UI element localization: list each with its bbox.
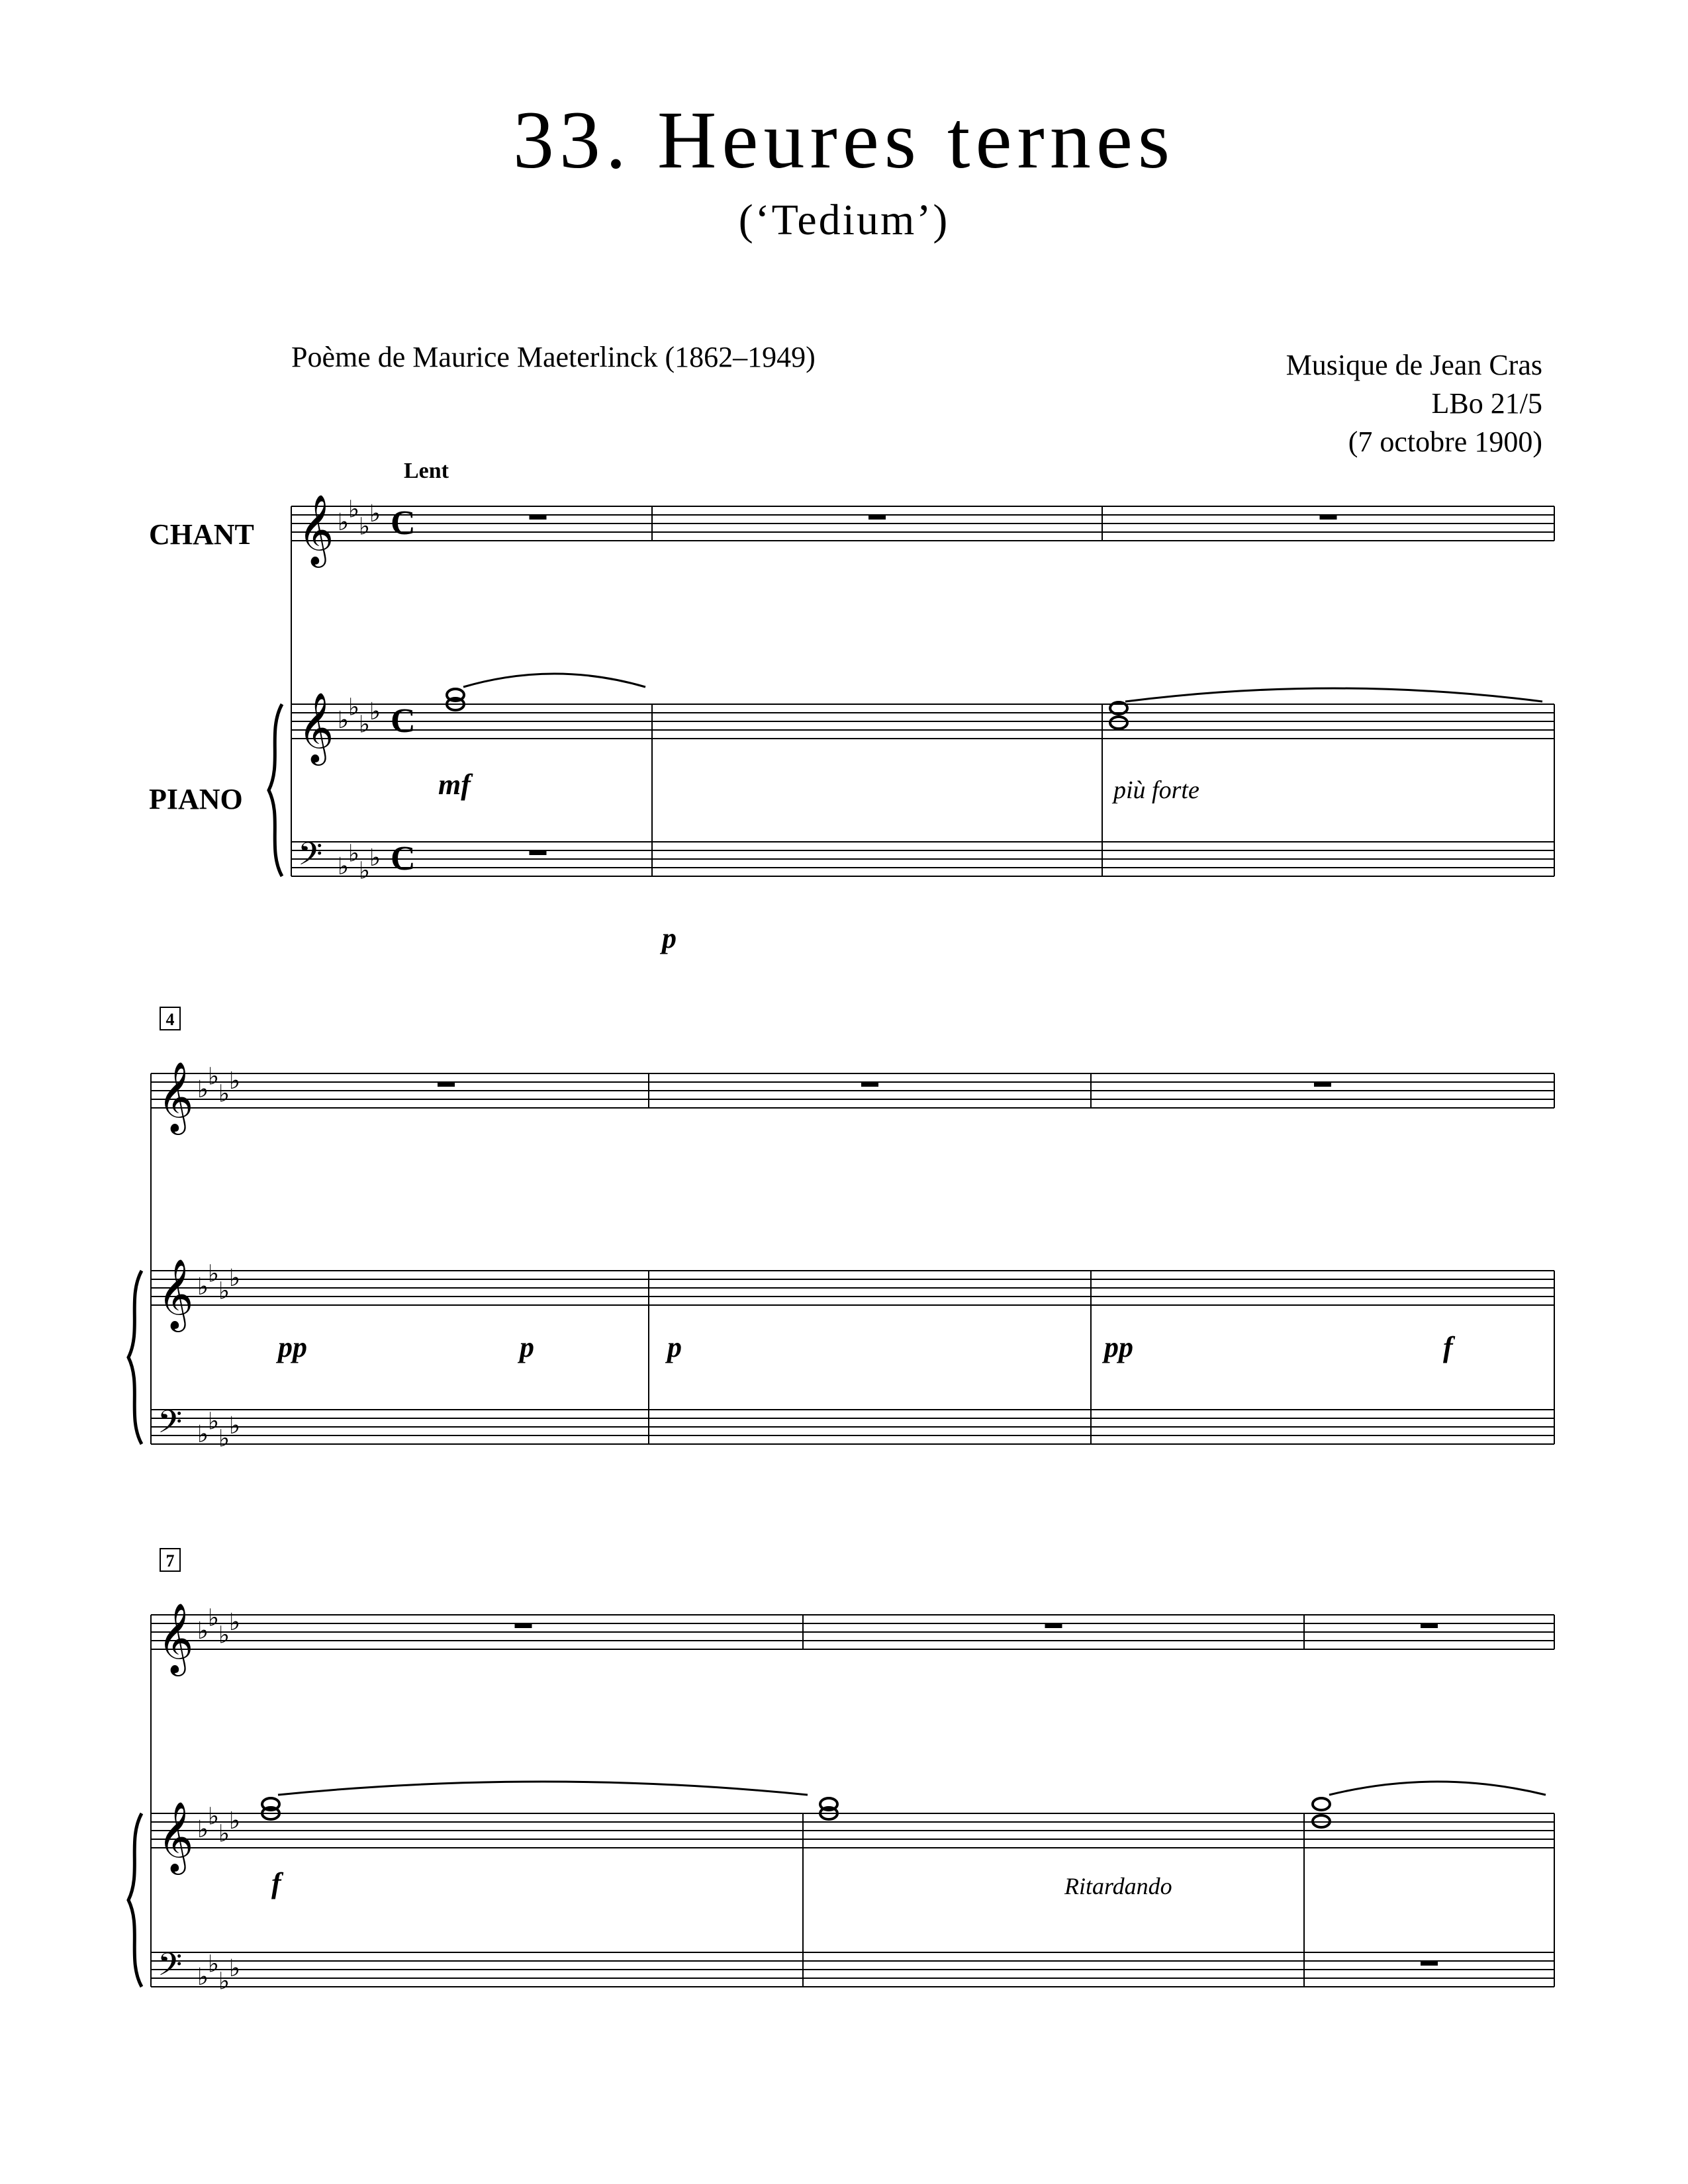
whole-rest-icon bbox=[438, 1082, 455, 1087]
tie-slur bbox=[1329, 1782, 1546, 1795]
flat-sign: ♭ bbox=[208, 1063, 219, 1090]
flat-sign: ♭ bbox=[348, 496, 359, 523]
flat-sign: ♭ bbox=[369, 500, 381, 527]
flat-sign: ♭ bbox=[208, 1260, 219, 1287]
tie-slur bbox=[278, 1782, 808, 1795]
bass-clef-icon: 𝄢 bbox=[298, 837, 323, 880]
tempo-marking: Lent bbox=[404, 459, 449, 483]
flat-sign: ♭ bbox=[208, 1803, 219, 1830]
whole-rest-icon bbox=[530, 515, 547, 520]
bass-clef-icon: 𝄢 bbox=[158, 1404, 183, 1447]
measure-number: 4 bbox=[165, 1010, 175, 1029]
flat-sign: ♭ bbox=[229, 1265, 240, 1291]
catalog-number: LBo 21/5 bbox=[1431, 387, 1542, 420]
flat-sign: ♭ bbox=[197, 1816, 209, 1843]
dynamic-mark: f bbox=[271, 1867, 281, 1899]
flat-sign: ♭ bbox=[208, 1950, 219, 1978]
flat-sign: ♭ bbox=[208, 1408, 219, 1435]
flat-sign: ♭ bbox=[359, 513, 370, 540]
flat-sign: ♭ bbox=[369, 698, 381, 725]
whole-rest-icon bbox=[530, 850, 547, 855]
composition-date: (7 octobre 1900) bbox=[1348, 426, 1542, 458]
score-labels bbox=[149, 459, 1456, 1899]
dynamic-mark: p bbox=[662, 922, 677, 954]
dynamic-mark: p bbox=[667, 1331, 682, 1363]
tie-slur bbox=[1125, 688, 1542, 702]
flat-sign: ♭ bbox=[197, 1964, 209, 1990]
voice-part-label: CHANT bbox=[149, 518, 254, 551]
flat-sign: ♭ bbox=[218, 1080, 230, 1107]
flat-sign: ♭ bbox=[229, 1412, 240, 1439]
whole-rest-icon bbox=[868, 515, 886, 520]
flat-sign: ♭ bbox=[369, 844, 381, 871]
whole-rest-icon bbox=[1045, 1623, 1062, 1628]
flat-sign: ♭ bbox=[208, 1604, 219, 1631]
time-signature: C bbox=[391, 840, 416, 878]
time-signature: C bbox=[391, 504, 416, 542]
measure-number: 7 bbox=[165, 1551, 175, 1570]
whole-note bbox=[1313, 1798, 1330, 1810]
flat-sign: ♭ bbox=[218, 1425, 230, 1452]
piano-part-label: PIANO bbox=[149, 783, 243, 815]
dynamic-mark: mf bbox=[438, 768, 471, 801]
treble-clef-icon: 𝄞 bbox=[298, 496, 334, 563]
flat-sign: ♭ bbox=[338, 853, 349, 880]
bass-clef-icon: 𝄢 bbox=[158, 1947, 183, 1990]
flat-sign: ♭ bbox=[348, 840, 359, 867]
flat-sign: ♭ bbox=[218, 1277, 230, 1304]
flat-sign: ♭ bbox=[197, 1421, 209, 1447]
score-systems bbox=[128, 495, 1554, 1995]
page-subtitle: (‘Tedium’) bbox=[738, 196, 950, 244]
poet-credit: Poème de Maurice Maeterlinck (1862–1949) bbox=[291, 341, 816, 373]
flat-sign: ♭ bbox=[338, 707, 349, 733]
dynamic-mark: più forte bbox=[1113, 776, 1199, 804]
flat-sign: ♭ bbox=[197, 1273, 209, 1300]
piano-brace bbox=[128, 1271, 142, 1444]
flat-sign: ♭ bbox=[197, 1617, 209, 1644]
whole-rest-icon bbox=[515, 1623, 532, 1628]
treble-clef-icon: 𝄞 bbox=[158, 1803, 194, 1870]
flat-sign: ♭ bbox=[359, 711, 370, 738]
treble-clef-icon: 𝄞 bbox=[158, 1063, 194, 1130]
treble-clef-icon: 𝄞 bbox=[158, 1260, 194, 1328]
tie-slur bbox=[463, 674, 645, 687]
flat-sign: ♭ bbox=[229, 1609, 240, 1635]
whole-note bbox=[1110, 717, 1127, 729]
dynamic-mark: pp bbox=[278, 1331, 307, 1363]
piano-brace bbox=[128, 1813, 142, 1987]
flat-sign: ♭ bbox=[197, 1076, 209, 1103]
tempo-change-marking: Ritardando bbox=[1064, 1873, 1172, 1899]
flat-sign: ♭ bbox=[359, 857, 370, 884]
whole-rest-icon bbox=[861, 1082, 878, 1087]
flat-sign: ♭ bbox=[229, 1807, 240, 1834]
treble-clef-icon: 𝄞 bbox=[158, 1604, 194, 1672]
flat-sign: ♭ bbox=[218, 1820, 230, 1847]
whole-rest-icon bbox=[1421, 1961, 1438, 1966]
piano-brace bbox=[269, 704, 282, 876]
dynamic-mark: pp bbox=[1104, 1331, 1133, 1363]
whole-rest-icon bbox=[1320, 515, 1337, 520]
composer-credit: Musique de Jean Cras bbox=[1286, 349, 1542, 381]
dynamic-mark: f bbox=[1443, 1331, 1453, 1363]
whole-rest-icon bbox=[1314, 1082, 1331, 1087]
flat-sign: ♭ bbox=[218, 1621, 230, 1649]
flat-sign: ♭ bbox=[348, 694, 359, 721]
flat-sign: ♭ bbox=[229, 1955, 240, 1981]
flat-sign: ♭ bbox=[218, 1968, 230, 1995]
page-title: 33. Heures ternes bbox=[512, 95, 1176, 185]
flat-sign: ♭ bbox=[338, 509, 349, 535]
time-signature: C bbox=[391, 702, 416, 740]
flat-sign: ♭ bbox=[229, 1068, 240, 1094]
whole-rest-icon bbox=[1421, 1623, 1438, 1628]
dynamic-mark: p bbox=[520, 1331, 534, 1363]
treble-clef-icon: 𝄞 bbox=[298, 694, 334, 761]
